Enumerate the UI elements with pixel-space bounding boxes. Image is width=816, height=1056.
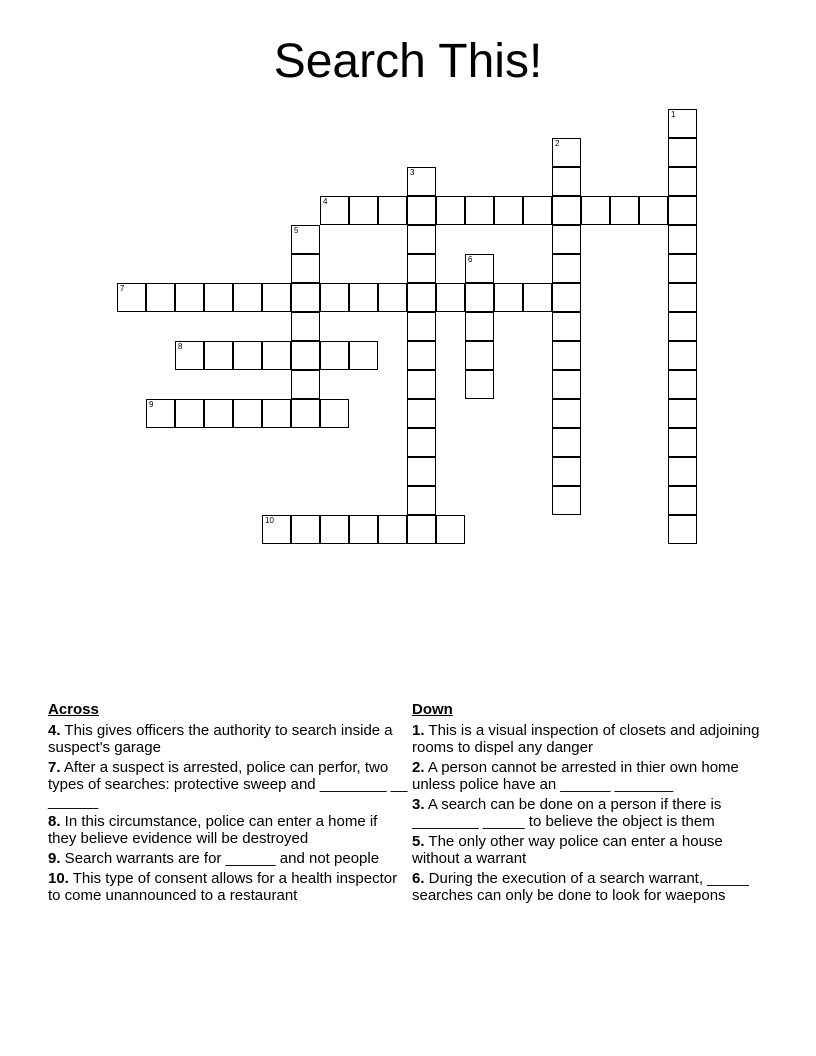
clue-number: 4.: [48, 722, 61, 739]
clue-text: After a suspect is arrested, police can perfor, two types of searches: protective sweep and ________ __ ______: [48, 759, 408, 810]
crossword-cell[interactable]: [291, 399, 320, 428]
clue-number: 2.: [412, 759, 425, 776]
crossword-cell[interactable]: [668, 457, 697, 486]
crossword-cell[interactable]: [320, 341, 349, 370]
crossword-cell[interactable]: [668, 515, 697, 544]
crossword-cell[interactable]: [668, 428, 697, 457]
crossword-cell[interactable]: [233, 341, 262, 370]
across-clue: [48, 722, 408, 756]
crossword-cell[interactable]: [552, 254, 581, 283]
crossword-cell[interactable]: [407, 283, 436, 312]
crossword-cell[interactable]: [204, 399, 233, 428]
crossword-cell[interactable]: [639, 196, 668, 225]
crossword-cell[interactable]: [668, 225, 697, 254]
crossword-cell[interactable]: [552, 399, 581, 428]
crossword-cell[interactable]: [291, 312, 320, 341]
across-clue: [48, 850, 408, 867]
clue-text: During the execution of a search warrant, _____ searches can only be done to look for waepons: [412, 870, 749, 904]
crossword-cell[interactable]: [407, 341, 436, 370]
clue-number: 9.: [48, 850, 61, 867]
crossword-cell[interactable]: [378, 196, 407, 225]
crossword-cell[interactable]: [320, 515, 349, 544]
crossword-cell[interactable]: [552, 457, 581, 486]
crossword-cell[interactable]: [407, 457, 436, 486]
down-clue: [412, 833, 762, 867]
across-clue-list: [48, 722, 408, 904]
crossword-cell[interactable]: [349, 283, 378, 312]
crossword-cell[interactable]: [552, 283, 581, 312]
across-clue: [48, 870, 408, 904]
across-clue: [48, 813, 408, 847]
crossword-cell[interactable]: [204, 283, 233, 312]
crossword-cell[interactable]: [465, 254, 494, 283]
crossword-cell[interactable]: [668, 167, 697, 196]
down-clue: [412, 722, 762, 756]
crossword-cell[interactable]: [465, 341, 494, 370]
clue-text: A search can be done on a person if there is ________ _____ to believe the object is them: [412, 796, 722, 830]
crossword-cell[interactable]: [262, 341, 291, 370]
crossword-cell[interactable]: [349, 196, 378, 225]
clue-number: 10: [265, 516, 274, 525]
crossword-cell[interactable]: [668, 109, 697, 138]
clue-number: 2: [555, 139, 560, 148]
clue-number: 9: [149, 400, 154, 409]
crossword-cell[interactable]: [436, 515, 465, 544]
crossword-cell[interactable]: [349, 515, 378, 544]
crossword-cell[interactable]: [117, 283, 146, 312]
clue-number: 6.: [412, 870, 425, 887]
crossword-cell[interactable]: [668, 486, 697, 515]
across-clues: [48, 701, 408, 907]
crossword-cell[interactable]: [262, 283, 291, 312]
crossword-cell[interactable]: [262, 399, 291, 428]
crossword-cell[interactable]: [233, 399, 262, 428]
crossword-cell[interactable]: [552, 138, 581, 167]
crossword-cell[interactable]: [175, 399, 204, 428]
crossword-cell[interactable]: [291, 341, 320, 370]
crossword-cell[interactable]: [349, 341, 378, 370]
crossword-cell[interactable]: [407, 312, 436, 341]
clue-number: 7.: [48, 759, 61, 776]
crossword-cell[interactable]: [668, 370, 697, 399]
crossword-cell[interactable]: [668, 138, 697, 167]
crossword-cell[interactable]: [146, 283, 175, 312]
crossword-cell[interactable]: [581, 196, 610, 225]
crossword-cell[interactable]: [465, 283, 494, 312]
clue-number: 7: [120, 284, 125, 293]
crossword-cell[interactable]: [552, 486, 581, 515]
crossword-cell[interactable]: [175, 283, 204, 312]
clue-text: Search warrants are for ______ and not people: [60, 850, 380, 867]
crossword-cell[interactable]: [610, 196, 639, 225]
crossword-cell[interactable]: [552, 312, 581, 341]
crossword-cell[interactable]: [378, 515, 407, 544]
clue-number: 3: [410, 168, 415, 177]
crossword-cell[interactable]: [407, 486, 436, 515]
crossword-cell[interactable]: [465, 196, 494, 225]
clue-text: This gives officers the authority to search inside a suspect's garage: [48, 722, 393, 756]
crossword-cell[interactable]: [378, 283, 407, 312]
clue-text: The only other way police can enter a house without a warrant: [412, 833, 723, 867]
crossword-cell[interactable]: [552, 370, 581, 399]
clue-text: In this circumstance, police can enter a home if they believe evidence will be destroyed: [48, 813, 378, 847]
clue-number: 8.: [48, 813, 61, 830]
crossword-cell[interactable]: [668, 341, 697, 370]
page-title: Search This!: [273, 35, 543, 88]
clue-number: 5: [294, 226, 299, 235]
crossword-cell[interactable]: [407, 370, 436, 399]
down-clue: [412, 870, 762, 904]
down-clue-list: [412, 722, 762, 904]
crossword-cell[interactable]: [407, 399, 436, 428]
crossword-cell[interactable]: [407, 515, 436, 544]
crossword-cell[interactable]: [146, 399, 175, 428]
crossword-cell[interactable]: [494, 283, 523, 312]
clue-text: This type of consent allows for a health inspector to come unannounced to a restaurant: [48, 870, 398, 904]
crossword-cell[interactable]: [465, 312, 494, 341]
crossword-cell[interactable]: [320, 283, 349, 312]
across-clue: [48, 759, 408, 810]
crossword-cell[interactable]: [291, 225, 320, 254]
down-clue: [412, 796, 762, 830]
down-clue: [412, 759, 762, 793]
crossword-cell[interactable]: [407, 254, 436, 283]
crossword-cell[interactable]: [175, 341, 204, 370]
crossword-cell[interactable]: [436, 283, 465, 312]
crossword-cell[interactable]: [523, 196, 552, 225]
across-heading: Across: [48, 701, 99, 718]
crossword-cell[interactable]: [291, 254, 320, 283]
crossword-cell[interactable]: [552, 341, 581, 370]
clue-number: 1.: [412, 722, 425, 739]
clue-text: A person cannot be arrested in thier own home unless police have an ______ _______: [412, 759, 739, 793]
crossword-cell[interactable]: [465, 370, 494, 399]
crossword-cell[interactable]: [320, 196, 349, 225]
crossword-cell[interactable]: [668, 399, 697, 428]
clue-number: 10.: [48, 870, 69, 887]
crossword-cell[interactable]: [291, 370, 320, 399]
crossword-cell[interactable]: [204, 341, 233, 370]
crossword-cell[interactable]: [552, 428, 581, 457]
crossword-cell[interactable]: [436, 196, 465, 225]
crossword-cell[interactable]: [407, 428, 436, 457]
clue-text: This is a visual inspection of closets and adjoining rooms to dispel any danger: [412, 722, 760, 756]
clue-number: 3.: [412, 796, 425, 813]
crossword-cell[interactable]: [668, 254, 697, 283]
crossword-cell[interactable]: [320, 399, 349, 428]
clue-number: 8: [178, 342, 183, 351]
crossword-cell[interactable]: [291, 283, 320, 312]
crossword-cell[interactable]: [291, 515, 320, 544]
down-heading: Down: [412, 701, 453, 718]
crossword-cell[interactable]: [668, 312, 697, 341]
clue-number: 5.: [412, 833, 425, 850]
crossword-cell[interactable]: [668, 283, 697, 312]
clue-number: 4: [323, 197, 328, 206]
crossword-cell[interactable]: [523, 283, 552, 312]
crossword-cell[interactable]: [552, 167, 581, 196]
crossword-cell[interactable]: [552, 196, 581, 225]
crossword-cell[interactable]: [407, 167, 436, 196]
crossword-cell[interactable]: [233, 283, 262, 312]
clue-number: 6: [468, 255, 473, 264]
down-clues: [412, 701, 762, 907]
clue-number: 1: [671, 110, 676, 119]
crossword-cell[interactable]: [494, 196, 523, 225]
crossword-cell[interactable]: [552, 225, 581, 254]
crossword-cell[interactable]: [407, 196, 436, 225]
crossword-cell[interactable]: [668, 196, 697, 225]
crossword-cell[interactable]: [262, 515, 291, 544]
crossword-cell[interactable]: [407, 225, 436, 254]
